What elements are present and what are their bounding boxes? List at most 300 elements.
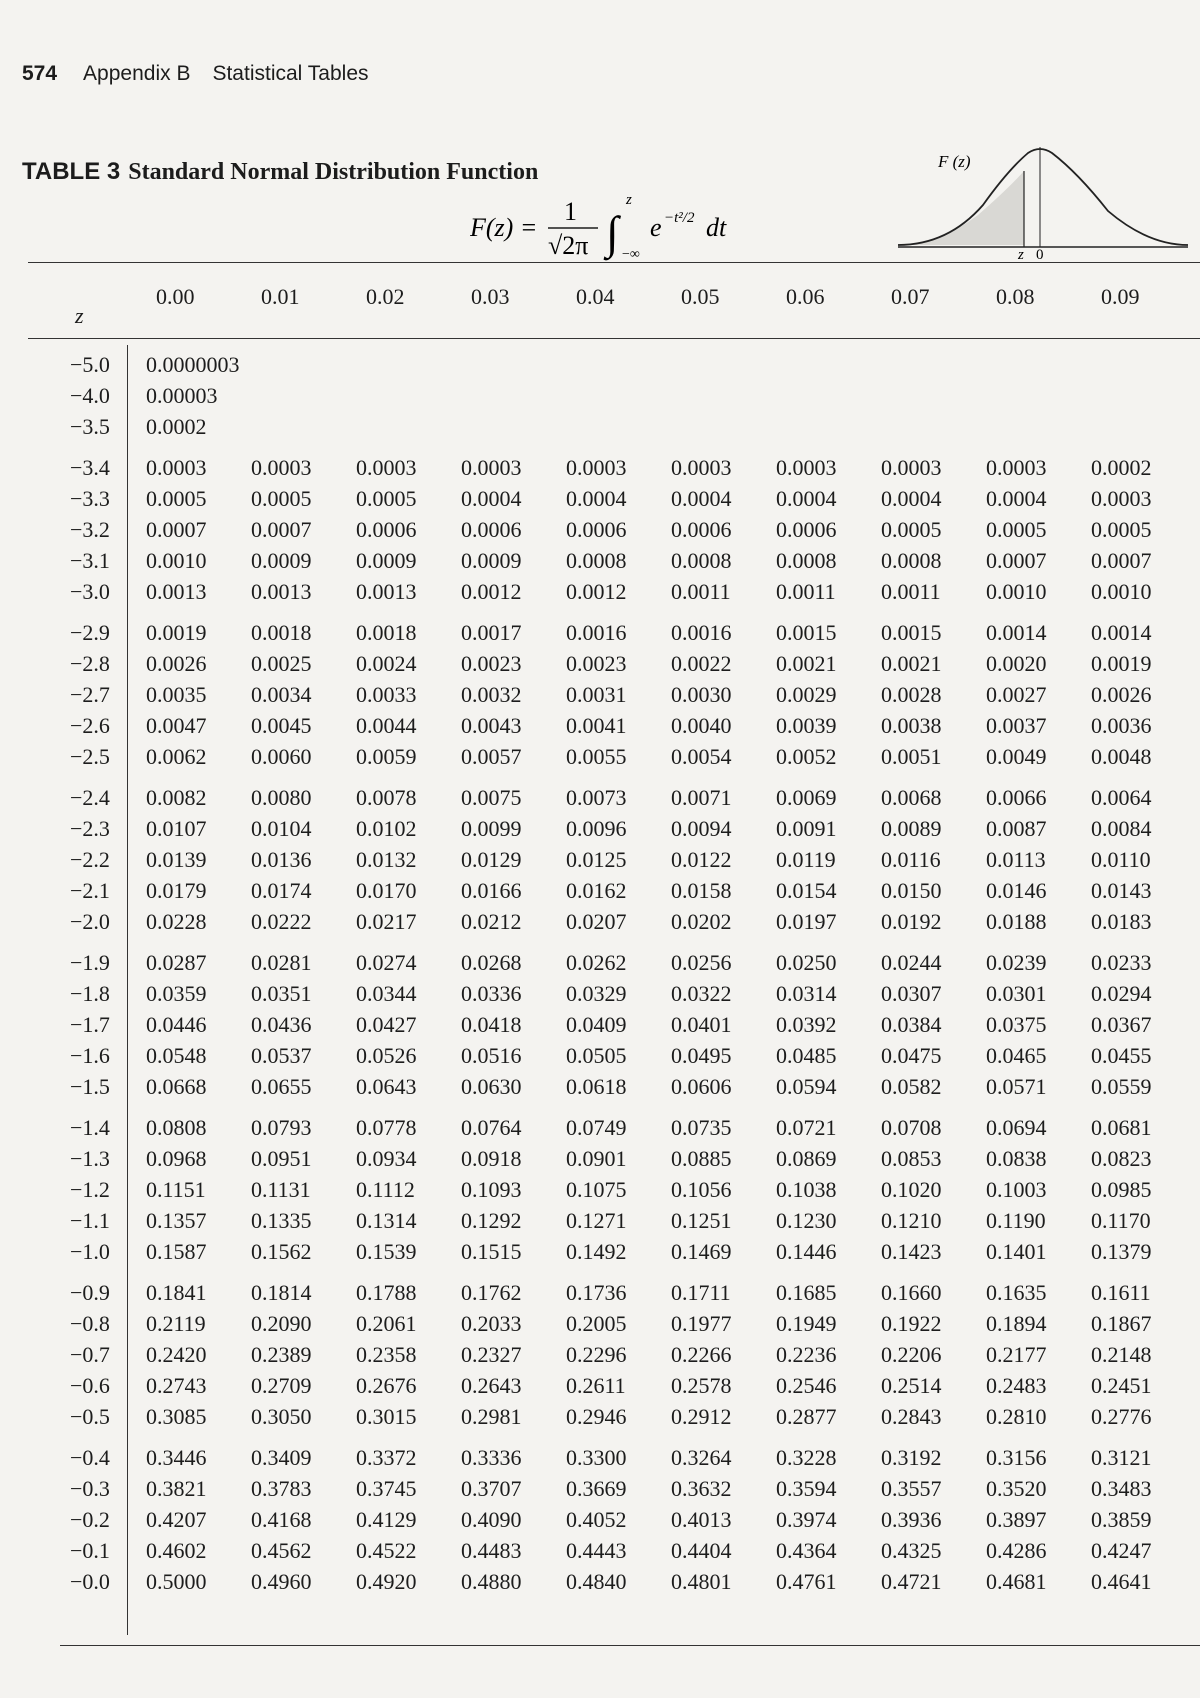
table-cell: 0.3821: [146, 1476, 207, 1501]
table-row: [0, 1012, 1200, 1042]
running-header: [22, 62, 369, 86]
formula-numerator: 1: [564, 197, 577, 226]
table-row: [0, 1476, 1200, 1506]
table-cell: 0.0003: [461, 455, 522, 480]
table-cell: 0.2578: [671, 1373, 732, 1398]
curve-label: F (z): [938, 152, 971, 171]
table-cell: 0.0089: [881, 816, 942, 841]
table-cell: 0.3557: [881, 1476, 942, 1501]
table-cell: 0.0069: [776, 785, 837, 810]
table-row: [0, 1074, 1200, 1104]
table-cell: 0.1038: [776, 1177, 837, 1202]
table-cell: 0.0012: [566, 579, 627, 604]
table-cell: 0.2420: [146, 1342, 207, 1367]
table-cell: 0.0035: [146, 682, 207, 707]
table-row: [0, 816, 1200, 846]
table-cell: 0.3936: [881, 1507, 942, 1532]
table-cell: 0.0038: [881, 713, 942, 738]
table-cell: 0.0011: [671, 579, 731, 604]
table-cell: 0.1230: [776, 1208, 837, 1233]
table-cell: 0.0808: [146, 1115, 207, 1140]
table-cell: 0.0188: [986, 909, 1047, 934]
table-row: [0, 878, 1200, 908]
table-cell: 0.0021: [881, 651, 942, 676]
table-cell: 0.4207: [146, 1507, 207, 1532]
table-cell: 0.2148: [1091, 1342, 1152, 1367]
table-cell: 0.0322: [671, 981, 732, 1006]
table-cell: 0.0006: [776, 517, 837, 542]
table-cell: 0.0668: [146, 1074, 207, 1099]
table-cell: 0.0301: [986, 981, 1047, 1006]
table-cell: 0.1894: [986, 1311, 1047, 1336]
table-cell: 0.2546: [776, 1373, 837, 1398]
col-header-1: 0.01: [261, 284, 300, 309]
table-cell: 0.0427: [356, 1012, 417, 1037]
table-cell: 0.0003: [986, 455, 1047, 480]
table-cell: 0.0007: [986, 548, 1047, 573]
table-cell: 0.0606: [671, 1074, 732, 1099]
table-cell: 0.3974: [776, 1507, 837, 1532]
integrand-exponent: −t²/2: [664, 210, 695, 226]
table-cell: 0.0008: [671, 548, 732, 573]
z-axis-label: z: [1018, 247, 1024, 260]
table-row: [0, 579, 1200, 609]
table-cell: 0.1515: [461, 1239, 522, 1264]
table-cell: 0.0087: [986, 816, 1047, 841]
table-cell: 0.2709: [251, 1373, 312, 1398]
table-row: [0, 785, 1200, 815]
table-cell: 0.0212: [461, 909, 522, 934]
table-cell: 0.0162: [566, 878, 627, 903]
table-cell: 0.1003: [986, 1177, 1047, 1202]
table-row: [0, 620, 1200, 650]
table-cell: 0.0021: [776, 651, 837, 676]
table-cell: 0.0013: [146, 579, 207, 604]
table-cell: 0.1685: [776, 1280, 837, 1305]
col-header-9: 0.09: [1101, 284, 1140, 309]
table-cell: 0.1562: [251, 1239, 312, 1264]
col-header-0: 0.00: [156, 284, 195, 309]
table-cell: 0.0217: [356, 909, 417, 934]
table-row: [0, 1043, 1200, 1073]
table-cell: 0.1635: [986, 1280, 1047, 1305]
table-cell: 0.0008: [881, 548, 942, 573]
table-cell: 0.1611: [1091, 1280, 1151, 1305]
section-label: Appendix B: [83, 62, 191, 85]
table-cell: 0.2177: [986, 1342, 1047, 1367]
integrand-base: e: [650, 213, 662, 242]
table-cell: 0.0080: [251, 785, 312, 810]
table-cell: 0.0869: [776, 1146, 837, 1171]
table-cell: 0.0721: [776, 1115, 837, 1140]
z-value: −0.1: [70, 1538, 110, 1563]
z-value: −2.5: [70, 744, 110, 769]
table-cell: 0.2389: [251, 1342, 312, 1367]
table-row: [0, 981, 1200, 1011]
table-cell: 0.0004: [461, 486, 522, 511]
z-value: −5.0: [70, 352, 110, 377]
table-cell: 0.0885: [671, 1146, 732, 1171]
table-cell: 0.0344: [356, 981, 417, 1006]
z-value: −2.2: [70, 847, 110, 872]
table-cell: 0.4562: [251, 1538, 312, 1563]
table-cell: 0.0749: [566, 1115, 627, 1140]
table-cell: 0.1446: [776, 1239, 837, 1264]
table-cell: 0.3483: [1091, 1476, 1152, 1501]
table-cell: 0.0516: [461, 1043, 522, 1068]
table-cell: 0.0066: [986, 785, 1047, 810]
table-cell: 0.2296: [566, 1342, 627, 1367]
table-cell: 0.1020: [881, 1177, 942, 1202]
table-cell: 0.0918: [461, 1146, 522, 1171]
table-cell: 0.0475: [881, 1043, 942, 1068]
table-cell: 0.0007: [1091, 548, 1152, 573]
table-cell: 0.4721: [881, 1569, 942, 1594]
table-cell: 0.0096: [566, 816, 627, 841]
table-cell: 0.3446: [146, 1445, 207, 1470]
table-cell: 0.0192: [881, 909, 942, 934]
table-cell: 0.0132: [356, 847, 417, 872]
table-cell: 0.1841: [146, 1280, 207, 1305]
table-cell: 0.1788: [356, 1280, 417, 1305]
table-cell: 0.0003: [881, 455, 942, 480]
table-cell: 0.0047: [146, 713, 207, 738]
table-cell: 0.0004: [566, 486, 627, 511]
table-cell: 0.4052: [566, 1507, 627, 1532]
table-cell: 0.0003: [146, 455, 207, 480]
table-cell: 0.0307: [881, 981, 942, 1006]
table-cell: 0.1539: [356, 1239, 417, 1264]
table-cell: 0.0233: [1091, 950, 1152, 975]
table-cell: 0.0018: [356, 620, 417, 645]
table-cell: 0.2358: [356, 1342, 417, 1367]
table-cell: 0.4364: [776, 1538, 837, 1563]
table-cell: 0.0314: [776, 981, 837, 1006]
table-cell: 0.0003: [251, 455, 312, 480]
table-cell: 0.0014: [986, 620, 1047, 645]
z-value: −0.3: [70, 1476, 110, 1501]
table-cell: 0.0071: [671, 785, 732, 810]
table-cell: 0.0183: [1091, 909, 1152, 934]
table-cell: 0.0244: [881, 950, 942, 975]
table-row: [0, 517, 1200, 547]
table-cell: 0.1660: [881, 1280, 942, 1305]
table-cell: 0.0010: [1091, 579, 1152, 604]
table-cell: 0.3707: [461, 1476, 522, 1501]
table-cell: 0.0009: [461, 548, 522, 573]
z-value: −1.0: [70, 1239, 110, 1264]
table-cell: 0.1131: [251, 1177, 311, 1202]
table-cell: 0.0013: [251, 579, 312, 604]
table-row: [0, 950, 1200, 980]
table-row: [0, 1146, 1200, 1176]
table-cell: 0.0571: [986, 1074, 1047, 1099]
table-cell: 0.0049: [986, 744, 1047, 769]
table-cell: 0.4129: [356, 1507, 417, 1532]
table-cell: 0.0222: [251, 909, 312, 934]
table-cell: 0.0384: [881, 1012, 942, 1037]
table-cell: 0.3156: [986, 1445, 1047, 1470]
table-cell: 0.0037: [986, 713, 1047, 738]
z-value: −0.0: [70, 1569, 110, 1594]
table-row: [0, 1538, 1200, 1568]
table-cell: 0.1401: [986, 1239, 1047, 1264]
table-cell: 0.0005: [146, 486, 207, 511]
table-cell: 0.0055: [566, 744, 627, 769]
table-cell: 0.0446: [146, 1012, 207, 1037]
table-cell: 0.4483: [461, 1538, 522, 1563]
table-cell: 0.0052: [776, 744, 837, 769]
table-cell: 0.0018: [251, 620, 312, 645]
table-cell: 0.0125: [566, 847, 627, 872]
table-cell: 0.0009: [251, 548, 312, 573]
table-cell: 0.0250: [776, 950, 837, 975]
table-cell: 0.1075: [566, 1177, 627, 1202]
table-cell: 0.0102: [356, 816, 417, 841]
table-cell: 0.0016: [566, 620, 627, 645]
table-cell: 0.2119: [146, 1311, 206, 1336]
table-cell: 0.0057: [461, 744, 522, 769]
table-cell: 0.1423: [881, 1239, 942, 1264]
table-cell: 0.2843: [881, 1404, 942, 1429]
table-cell: 0.2643: [461, 1373, 522, 1398]
table-cell: 0.1736: [566, 1280, 627, 1305]
table-cell: 0.1379: [1091, 1239, 1152, 1264]
table-cell: 0.2776: [1091, 1404, 1152, 1429]
table-cell: 0.1190: [986, 1208, 1046, 1233]
table-cell: 0.3228: [776, 1445, 837, 1470]
table-cell: 0.0051: [881, 744, 942, 769]
z-value: −2.8: [70, 651, 110, 676]
table-cell: 0.4960: [251, 1569, 312, 1594]
table-cell: 0.4522: [356, 1538, 417, 1563]
table-cell: 0.3897: [986, 1507, 1047, 1532]
table-cell: 0.0228: [146, 909, 207, 934]
table-cell: 0.0618: [566, 1074, 627, 1099]
shaded-area: [898, 171, 1024, 245]
table-cell: 0.0436: [251, 1012, 312, 1037]
table-cell: 0.0028: [881, 682, 942, 707]
table-row: [0, 1342, 1200, 1372]
table-cell: 0.1922: [881, 1311, 942, 1336]
table-cell: 0.1112: [356, 1177, 415, 1202]
table-cell: 0.0104: [251, 816, 312, 841]
table-row: [0, 414, 1200, 444]
table-row: [0, 744, 1200, 774]
table-cell: 0.3409: [251, 1445, 312, 1470]
table-cell: 0.2611: [566, 1373, 626, 1398]
table-cell: 0.0068: [881, 785, 942, 810]
page-number: 574: [22, 62, 58, 85]
table-cell: 0.3085: [146, 1404, 207, 1429]
table-row: [0, 548, 1200, 578]
col-header-8: 0.08: [996, 284, 1035, 309]
table-cell: 0.1335: [251, 1208, 312, 1233]
table-cell: 0.0934: [356, 1146, 417, 1171]
table-cell: 0.0030: [671, 682, 732, 707]
table-cell: 0.1711: [671, 1280, 731, 1305]
table-cell: 0.3300: [566, 1445, 627, 1470]
table-cell: 0.4602: [146, 1538, 207, 1563]
z-value: −2.6: [70, 713, 110, 738]
table-cell: 0.0409: [566, 1012, 627, 1037]
table-cell: 0.0019: [1091, 651, 1152, 676]
table-cell: 0.3745: [356, 1476, 417, 1501]
table-cell: 0.0016: [671, 620, 732, 645]
table-cell: 0.2877: [776, 1404, 837, 1429]
table-cell: 0.2514: [881, 1373, 942, 1398]
table-cell: 0.0022: [671, 651, 732, 676]
table-bottom-rule: [60, 1645, 1200, 1646]
table-cell: 0.0054: [671, 744, 732, 769]
table-cell: 0.1587: [146, 1239, 207, 1264]
table-row: [0, 713, 1200, 743]
table-cell: 0.2946: [566, 1404, 627, 1429]
table-cell: 0.4325: [881, 1538, 942, 1563]
table-cell: 0.0023: [461, 651, 522, 676]
table-cell: 0.0823: [1091, 1146, 1152, 1171]
header-rule-top: [28, 262, 1200, 263]
table-cell: 0.3336: [461, 1445, 522, 1470]
table-cell: 0.0062: [146, 744, 207, 769]
table-cell: 0.0020: [986, 651, 1047, 676]
z-value: −1.2: [70, 1177, 110, 1202]
table-cell: 0.4761: [776, 1569, 837, 1594]
table-cell: 0.0418: [461, 1012, 522, 1037]
table-cell: 0.0154: [776, 878, 837, 903]
table-cell: 0.0764: [461, 1115, 522, 1140]
table-cell: 0.3015: [356, 1404, 417, 1429]
table-cell: 0.0274: [356, 950, 417, 975]
z-value: −3.1: [70, 548, 110, 573]
table-cell: 0.5000: [146, 1569, 207, 1594]
table-cell: 0.0048: [1091, 744, 1152, 769]
table-cell: 0.0010: [986, 579, 1047, 604]
col-header-4: 0.04: [576, 284, 615, 309]
table-label: TABLE 3: [22, 158, 121, 185]
table-cell: 0.0526: [356, 1043, 417, 1068]
table-cell: 0.0392: [776, 1012, 837, 1037]
table-cell: 0.2033: [461, 1311, 522, 1336]
table-cell: 0.0026: [1091, 682, 1152, 707]
table-cell: 0.4920: [356, 1569, 417, 1594]
table-name: Standard Normal Distribution Function: [128, 159, 539, 185]
table-cell: 0.0110: [1091, 847, 1151, 872]
table-row: [0, 1239, 1200, 1269]
table-cell: 0.0256: [671, 950, 732, 975]
table-cell: 0.0017: [461, 620, 522, 645]
table-cell: 0.0548: [146, 1043, 207, 1068]
table-cell: 0.0708: [881, 1115, 942, 1140]
table-cell: 0.2451: [1091, 1373, 1152, 1398]
col-header-3: 0.03: [471, 284, 510, 309]
table-cell: 0.0655: [251, 1074, 312, 1099]
table-cell: 0.0009: [356, 548, 417, 573]
table-row: [0, 1177, 1200, 1207]
table-cell: 0.0032: [461, 682, 522, 707]
table-cell: 0.0485: [776, 1043, 837, 1068]
z-value: −1.3: [70, 1146, 110, 1171]
z-column-header: z: [75, 303, 84, 328]
z-value: −1.7: [70, 1012, 110, 1037]
col-header-5: 0.05: [681, 284, 720, 309]
z-value: −2.1: [70, 878, 110, 903]
table-cell: 0.0040: [671, 713, 732, 738]
table-cell: 0.3859: [1091, 1507, 1152, 1532]
table-cell: 0.0045: [251, 713, 312, 738]
table-cell: 0.0005: [251, 486, 312, 511]
table-cell: 0.0036: [1091, 713, 1152, 738]
table-cell: 0.2266: [671, 1342, 732, 1367]
table-cell: 0.0681: [1091, 1115, 1152, 1140]
table-cell: 0.0281: [251, 950, 312, 975]
table-cell: 0.1492: [566, 1239, 627, 1264]
table-cell: 0.0010: [146, 548, 207, 573]
col-header-2: 0.02: [366, 284, 405, 309]
table-cell: 0.0146: [986, 878, 1047, 903]
table-cell: 0.3520: [986, 1476, 1047, 1501]
table-title: [22, 158, 538, 186]
table-cell: 0.0838: [986, 1146, 1047, 1171]
table-cell: 0.4168: [251, 1507, 312, 1532]
table-row: [0, 1115, 1200, 1145]
table-cell: 0.0122: [671, 847, 732, 872]
table-cell: 0.0537: [251, 1043, 312, 1068]
table-cell: 0.4404: [671, 1538, 732, 1563]
table-cell: 0.0150: [881, 878, 942, 903]
table-cell: 0.0455: [1091, 1043, 1152, 1068]
section-title: Statistical Tables: [212, 62, 369, 85]
table-cell: 0.0207: [566, 909, 627, 934]
table-cell: 0.0985: [1091, 1177, 1152, 1202]
z-value: −0.8: [70, 1311, 110, 1336]
table-cell: 0.0034: [251, 682, 312, 707]
table-cell: 0.0968: [146, 1146, 207, 1171]
table-row: [0, 1445, 1200, 1475]
table-cell: 0.0091: [776, 816, 837, 841]
table-cell: 0.0013: [356, 579, 417, 604]
integral-upper-limit: z: [626, 192, 632, 208]
table-cell: 0.4013: [671, 1507, 732, 1532]
table-cell: 0.1151: [146, 1177, 206, 1202]
table-cell: 0.0262: [566, 950, 627, 975]
table-row: [0, 1311, 1200, 1341]
normal-curve-graph: [898, 145, 1188, 260]
table-cell: 0.3264: [671, 1445, 732, 1470]
table-cell: 0.3372: [356, 1445, 417, 1470]
table-cell: 0.2061: [356, 1311, 417, 1336]
table-cell: 0.4247: [1091, 1538, 1152, 1563]
table-cell: 0.0008: [776, 548, 837, 573]
table-cell: 0.0559: [1091, 1074, 1152, 1099]
table-cell: 0.0113: [986, 847, 1046, 872]
table-cell: 0.0064: [1091, 785, 1152, 810]
z-value: −3.3: [70, 486, 110, 511]
table-cell: 0.0014: [1091, 620, 1152, 645]
table-cell: 0.4840: [566, 1569, 627, 1594]
table-cell: 0.0336: [461, 981, 522, 1006]
table-cell: 0.0019: [146, 620, 207, 645]
table-cell: 0.0011: [776, 579, 836, 604]
table-row: [0, 909, 1200, 939]
table-cell: 0.0003: [356, 455, 417, 480]
table-cell: 0.0694: [986, 1115, 1047, 1140]
table-cell: 0.0002: [146, 414, 207, 439]
table-cell: 0.0116: [881, 847, 941, 872]
table-cell: 0.1357: [146, 1208, 207, 1233]
table-cell: 0.0002: [1091, 455, 1152, 480]
z-value: −0.7: [70, 1342, 110, 1367]
